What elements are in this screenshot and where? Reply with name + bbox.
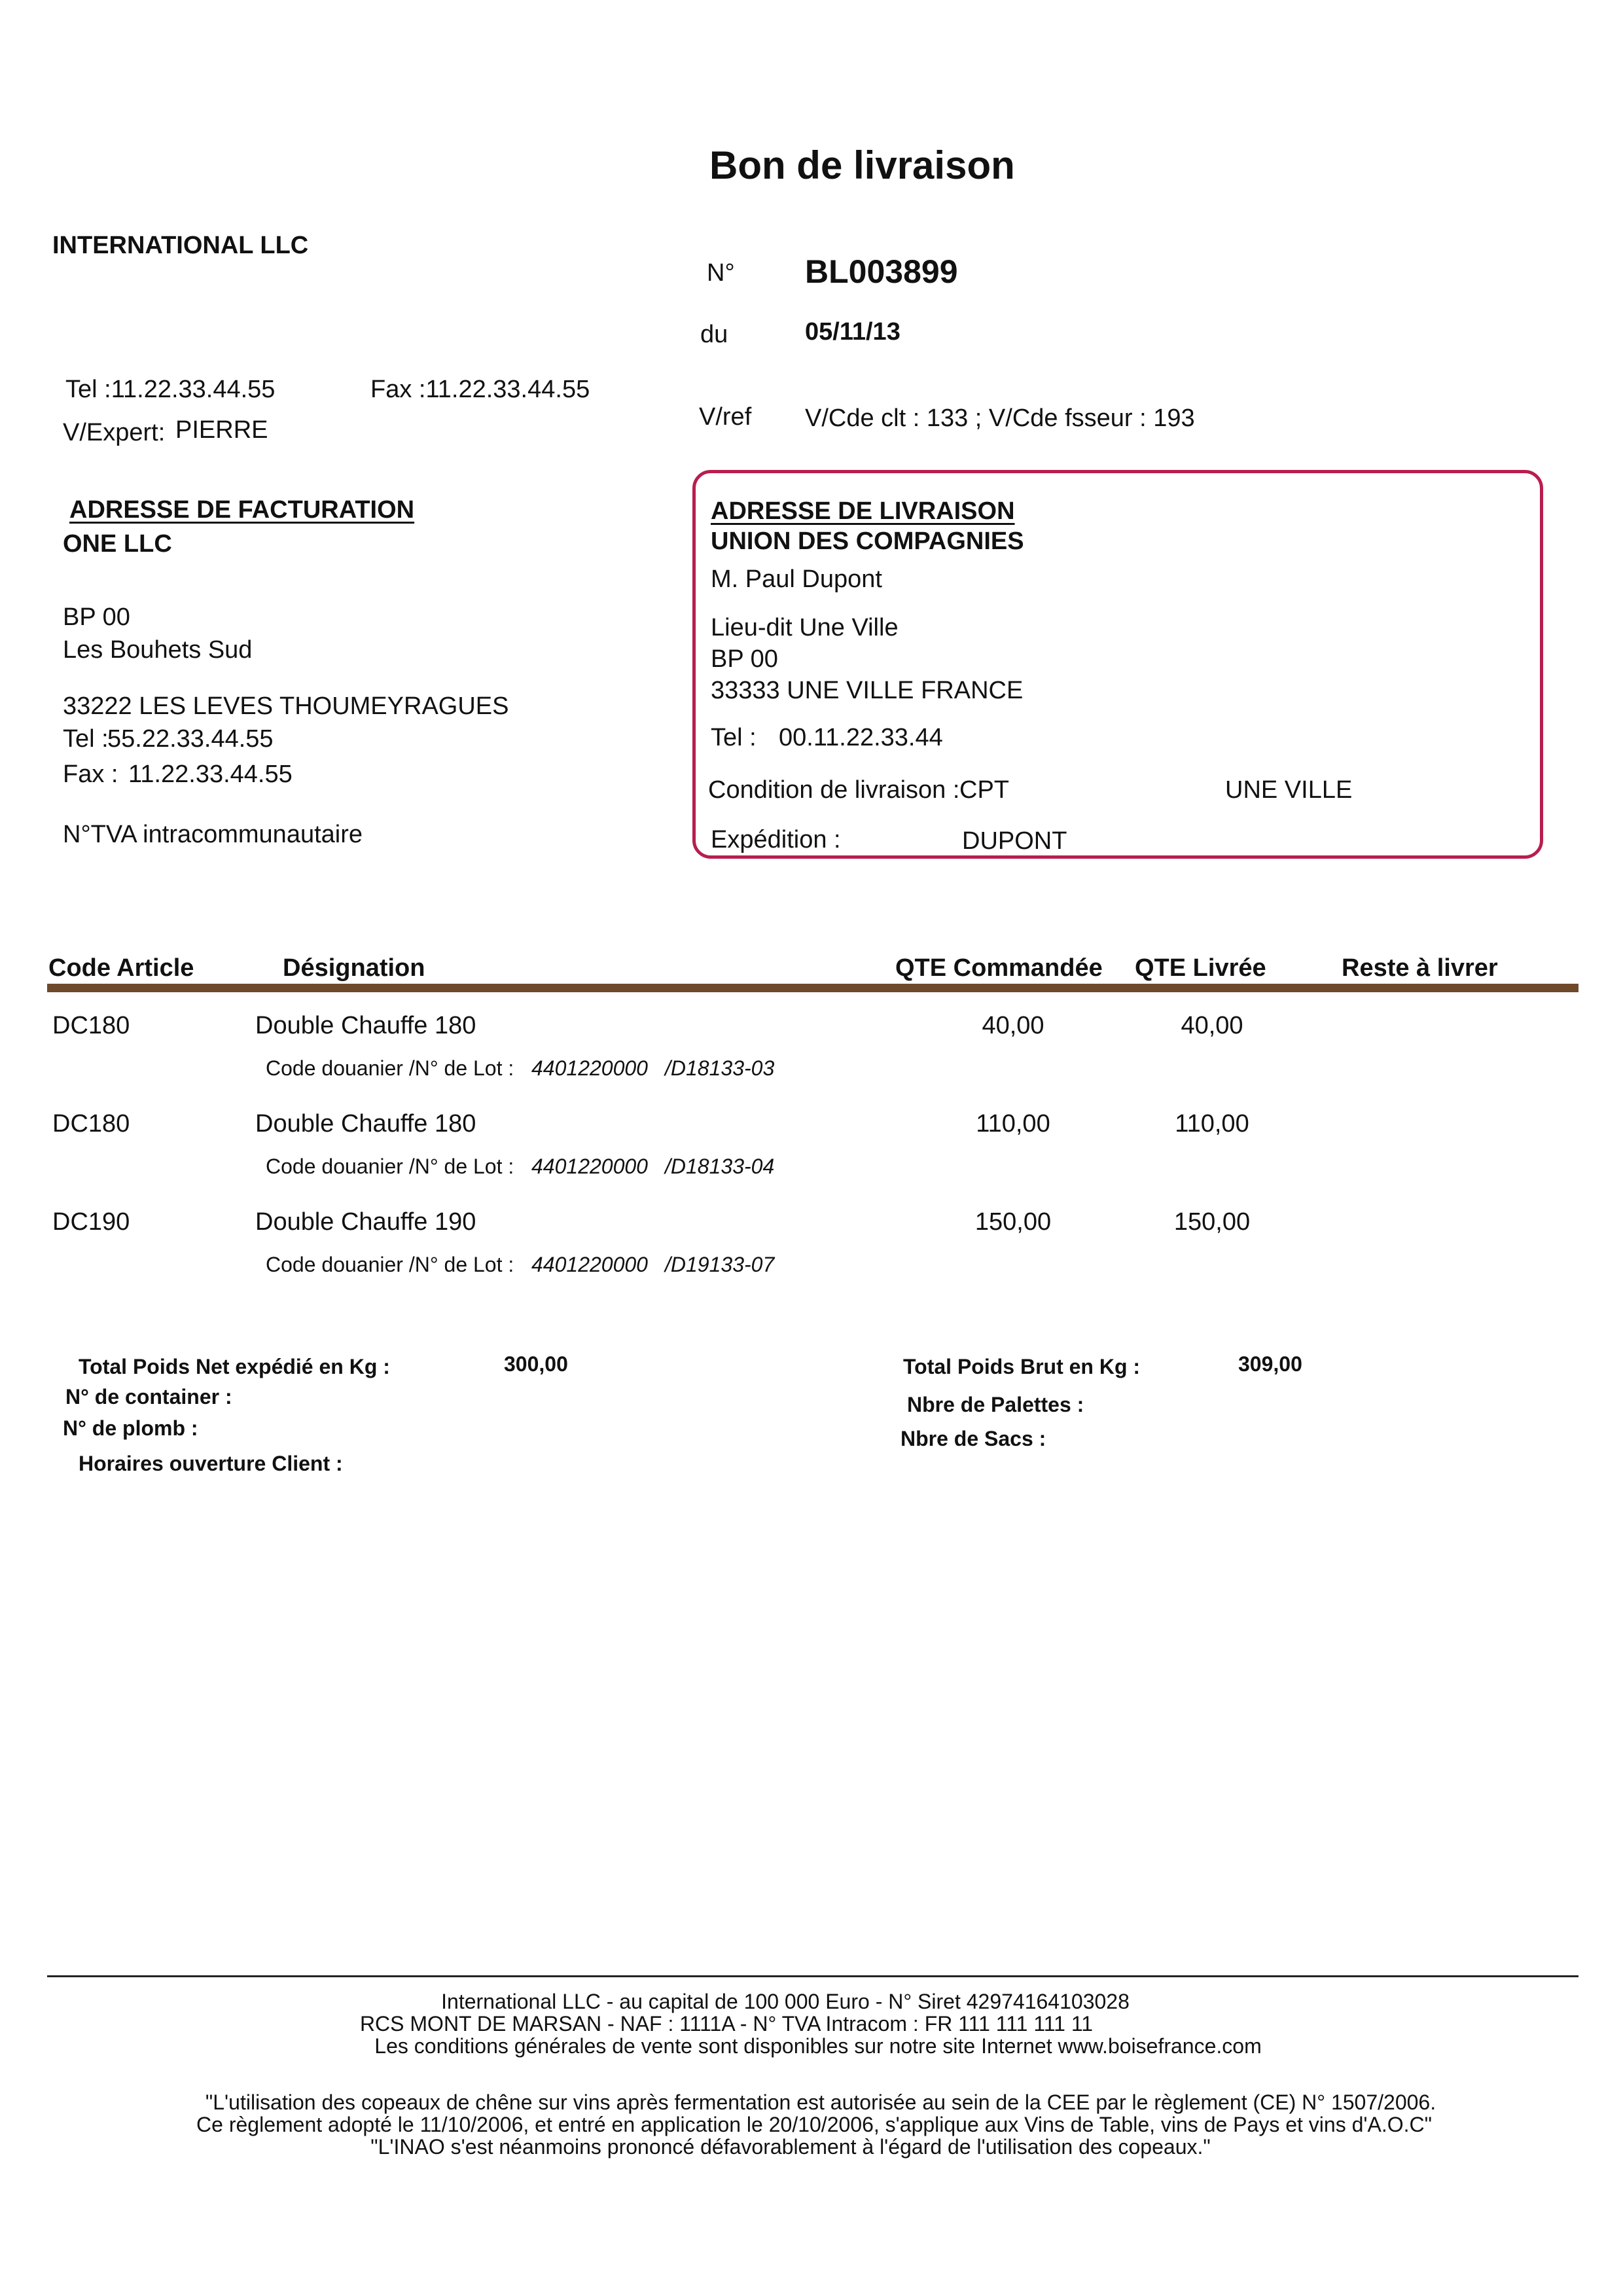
footer-rule — [47, 1975, 1578, 1977]
row-2-lot: /D18133-04 — [665, 1155, 775, 1178]
doc-date: 05/11/13 — [805, 318, 901, 346]
doc-number: BL003899 — [805, 253, 958, 290]
company-name: INTERNATIONAL LLC — [52, 232, 309, 259]
container-label: N° de container : — [65, 1385, 232, 1408]
billing-name: ONE LLC — [63, 530, 172, 558]
billing-fax-label: Fax : — [63, 761, 118, 788]
row-3-qte-commandee: 150,00 — [974, 1208, 1052, 1236]
row-1-code: DC180 — [52, 1012, 130, 1039]
delivery-tel-label: Tel : — [711, 724, 757, 751]
billing-city: 33222 LES LEVES THOUMEYRAGUES — [63, 692, 509, 720]
expert-name: PIERRE — [175, 416, 268, 444]
delivery-line2: BP 00 — [711, 645, 778, 673]
col-header-qte-livree: QTE Livrée — [1135, 954, 1266, 982]
condition-label: Condition de livraison : — [708, 776, 960, 804]
row-1-qte-livree: 40,00 — [1181, 1012, 1243, 1039]
doc-number-label: N° — [707, 259, 735, 287]
billing-vat: N°TVA intracommunautaire — [63, 821, 363, 848]
vref-label: V/ref — [699, 403, 752, 431]
shipping-value: DUPONT — [962, 827, 1067, 855]
delivery-heading: ADRESSE DE LIVRAISON — [711, 497, 1015, 525]
row-2-designation: Double Chauffe 180 — [255, 1110, 476, 1138]
col-header-reste: Reste à livrer — [1342, 954, 1498, 982]
col-header-code: Code Article — [48, 954, 194, 982]
company-tel: Tel :11.22.33.44.55 — [65, 376, 276, 403]
row-2-code: DC180 — [52, 1110, 130, 1138]
billing-tel-label: Tel : — [63, 725, 109, 753]
row-3-lot: /D19133-07 — [665, 1253, 775, 1276]
vref-value: V/Cde clt : 133 ; V/Cde fsseur : 193 — [805, 404, 1195, 432]
row-3-lot-label: Code douanier /N° de Lot : — [266, 1253, 514, 1276]
row-3-designation: Double Chauffe 190 — [255, 1208, 476, 1236]
total-gross-label: Total Poids Brut en Kg : — [903, 1355, 1141, 1378]
col-header-designation: Désignation — [283, 954, 425, 982]
bags-label: Nbre de Sacs : — [901, 1427, 1046, 1450]
delivery-company: UNION DES COMPAGNIES — [711, 528, 1024, 555]
delivery-contact: M. Paul Dupont — [711, 565, 882, 593]
row-3-qte-livree: 150,00 — [1173, 1208, 1251, 1236]
footer-registration: RCS MONT DE MARSAN - NAF : 1111A - N° TVA Intracom : FR 111 111 111 11 — [359, 2012, 1094, 2036]
legal-note-2: Ce règlement adopté le 11/10/2006, et entré en application le 20/10/2006, s'applique aux Vins de Table, vins de Pays et vins d'A.O.C" — [196, 2113, 1432, 2136]
document-title: Bon de livraison — [709, 143, 1015, 187]
row-1-qte-commandee: 40,00 — [982, 1012, 1044, 1039]
billing-line2: Les Bouhets Sud — [63, 636, 253, 664]
row-1-lot: /D18133-03 — [665, 1056, 775, 1080]
total-net-value: 300,00 — [504, 1352, 568, 1376]
row-2-qte-commandee: 110,00 — [976, 1110, 1050, 1138]
table-header-rule — [47, 984, 1578, 992]
billing-tel: 55.22.33.44.55 — [107, 725, 274, 753]
row-1-lot-label: Code douanier /N° de Lot : — [266, 1056, 514, 1080]
delivery-tel: 00.11.22.33.44 — [779, 724, 943, 751]
row-3-code: DC190 — [52, 1208, 130, 1236]
row-2-qte-livree: 110,00 — [1175, 1110, 1249, 1138]
delivery-line1: Lieu-dit Une Ville — [711, 614, 899, 641]
row-2-lot-label: Code douanier /N° de Lot : — [266, 1155, 514, 1178]
delivery-city: 33333 UNE VILLE FRANCE — [711, 677, 1024, 704]
legal-note-3: "L'INAO s'est néanmoins prononcé défavorablement à l'égard de l'utilisation des copeaux." — [370, 2135, 1211, 2159]
opening-hours-label: Horaires ouverture Client : — [79, 1452, 343, 1475]
row-1-designation: Double Chauffe 180 — [255, 1012, 476, 1039]
doc-date-label: du — [700, 321, 728, 348]
seal-label: N° de plomb : — [63, 1416, 198, 1440]
total-net-label: Total Poids Net expédié en Kg : — [79, 1355, 390, 1378]
billing-line1: BP 00 — [63, 603, 130, 631]
expert-label: V/Expert: — [63, 419, 166, 446]
footer-company: International LLC - au capital de 100 000 Euro - N° Siret 42974164103028 — [441, 1990, 1130, 2013]
row-2-customs-code: 4401220000 — [531, 1155, 648, 1178]
billing-heading: ADRESSE DE FACTURATION — [69, 496, 415, 524]
legal-note-1: "L'utilisation des copeaux de chêne sur vins après fermentation est autorisée au sein de la CEE par le règlement (CE) N° 1507/2006. — [205, 2090, 1436, 2114]
billing-fax: 11.22.33.44.55 — [128, 761, 293, 788]
shipping-label: Expédition : — [711, 826, 841, 853]
row-1-customs-code: 4401220000 — [531, 1056, 648, 1080]
condition-place: UNE VILLE — [1225, 776, 1353, 804]
total-gross-value: 309,00 — [1238, 1352, 1302, 1376]
row-3-customs-code: 4401220000 — [531, 1253, 648, 1276]
col-header-qte-commandee: QTE Commandée — [895, 954, 1103, 982]
pallets-label: Nbre de Palettes : — [907, 1393, 1084, 1416]
condition-value: CPT — [959, 776, 1009, 804]
company-fax: Fax :11.22.33.44.55 — [370, 376, 590, 403]
footer-terms: Les conditions générales de vente sont disponibles sur notre site Internet www.boisefrance.com — [374, 2034, 1262, 2058]
